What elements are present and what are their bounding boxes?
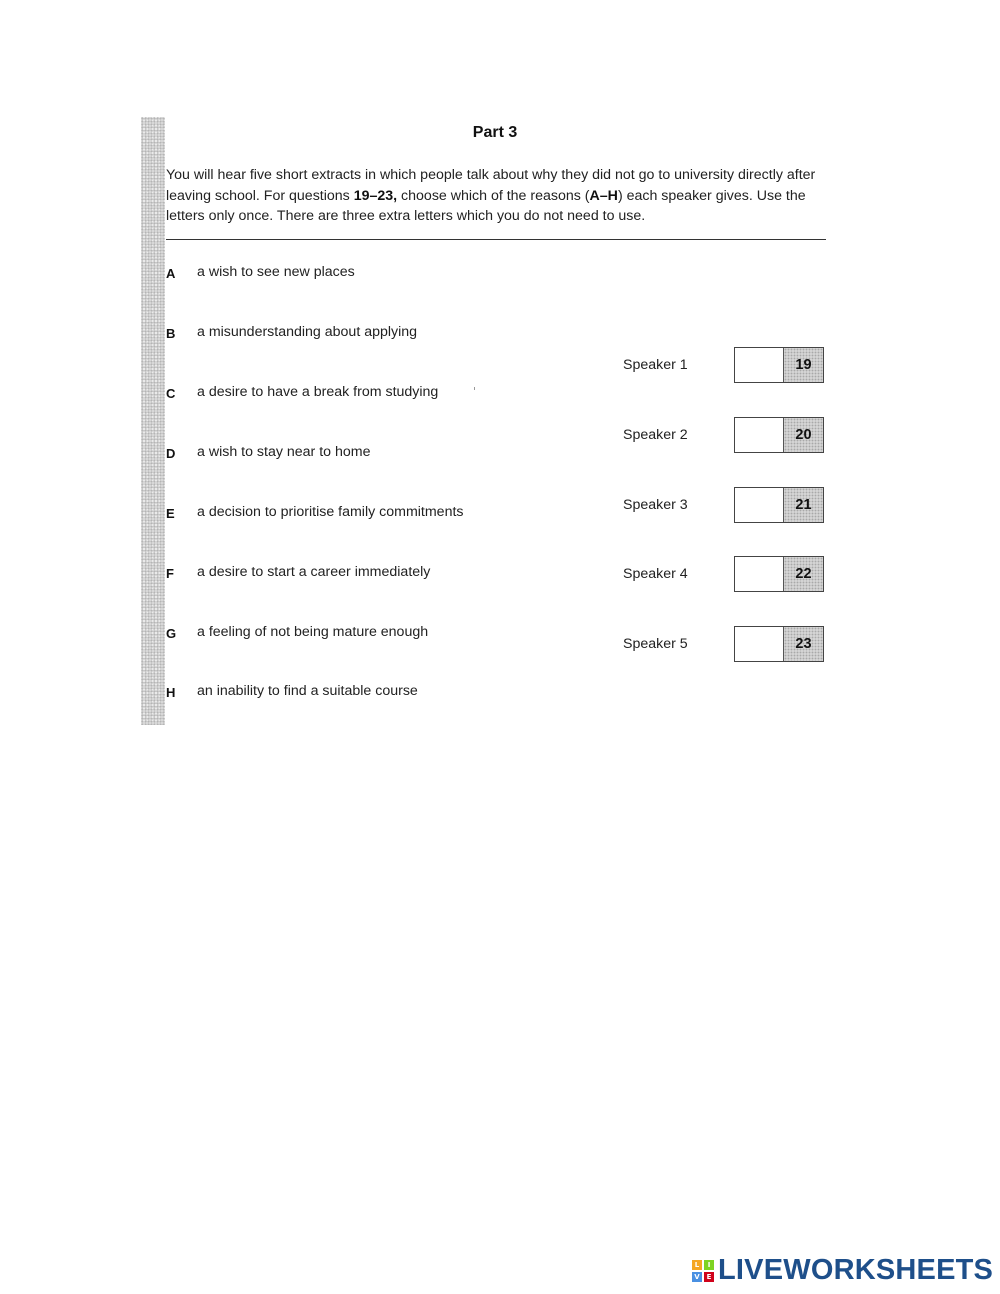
answer-input-23[interactable]	[735, 627, 784, 661]
liveworksheets-brand	[692, 1255, 993, 1285]
speaker-4-row	[623, 556, 828, 594]
option-letter: A	[166, 266, 176, 281]
scanned-page-edge	[141, 117, 165, 725]
speaker-label: Speaker 3	[623, 497, 688, 513]
answer-input-21[interactable]	[735, 488, 784, 522]
brand-name: LIVEWORKSHEETS	[718, 1254, 994, 1286]
option-text: a misunderstanding about applying	[197, 324, 418, 340]
option-letter: F	[166, 566, 174, 581]
speaker-1-row	[623, 347, 828, 385]
answer-box-19	[734, 347, 824, 383]
logo-tile: L	[692, 1260, 702, 1270]
question-number: 21	[784, 488, 823, 522]
option-text: a feeling of not being mature enough	[197, 624, 429, 640]
option-text: a desire to have a break from studying	[197, 384, 439, 400]
option-text: an inability to find a suitable course	[197, 683, 418, 699]
question-number: 23	[784, 627, 823, 661]
option-text: a wish to stay near to home	[197, 444, 371, 460]
liveworksheets-logo-icon	[692, 1260, 714, 1282]
page-title: Part 3	[472, 124, 518, 141]
logo-tile: E	[704, 1272, 714, 1282]
answer-input-20[interactable]	[735, 418, 784, 452]
question-number: 22	[784, 557, 823, 591]
answer-box-21	[734, 487, 824, 523]
option-text: a decision to prioritise family commitments	[197, 504, 464, 520]
answer-box-23	[734, 626, 824, 662]
logo-tile: V	[692, 1272, 702, 1282]
answer-box-22	[734, 556, 824, 592]
instructions-letters-range: A–H	[589, 187, 618, 204]
option-letter: C	[166, 386, 176, 401]
option-text: a wish to see new places	[197, 264, 355, 280]
answer-box-20	[734, 417, 824, 453]
option-letter: G	[166, 626, 177, 641]
instructions-paragraph	[166, 165, 834, 227]
speaker-3-row	[623, 487, 828, 525]
logo-tile: I	[704, 1260, 714, 1270]
speaker-2-row	[623, 417, 828, 455]
option-letter: H	[166, 685, 176, 700]
option-letter: B	[166, 326, 176, 341]
answer-input-22[interactable]	[735, 557, 784, 591]
speaker-label: Speaker 1	[623, 357, 688, 373]
speaker-label: Speaker 4	[623, 566, 688, 582]
option-letter: E	[166, 506, 175, 521]
instructions-text-3: ) each speaker gives. Use the letters only once. There are three extra letters which you do not need to use.	[166, 187, 806, 224]
scan-speck	[474, 387, 475, 390]
answer-input-19[interactable]	[735, 348, 784, 382]
speaker-label: Speaker 5	[623, 636, 688, 652]
speaker-label: Speaker 2	[623, 427, 688, 443]
instructions-questions-range: 19–23,	[353, 187, 398, 204]
divider-line	[166, 239, 826, 240]
instructions-text-2: choose which of the reasons (	[397, 187, 590, 204]
speaker-5-row	[623, 626, 828, 664]
question-number: 19	[784, 348, 823, 382]
option-letter: D	[166, 446, 176, 461]
option-text: a desire to start a career immediately	[197, 564, 431, 580]
instructions-text-1: You will hear five short extracts in which people talk about why they did not go to university directly after leaving school. For questions	[166, 167, 816, 204]
question-number: 20	[784, 418, 823, 452]
